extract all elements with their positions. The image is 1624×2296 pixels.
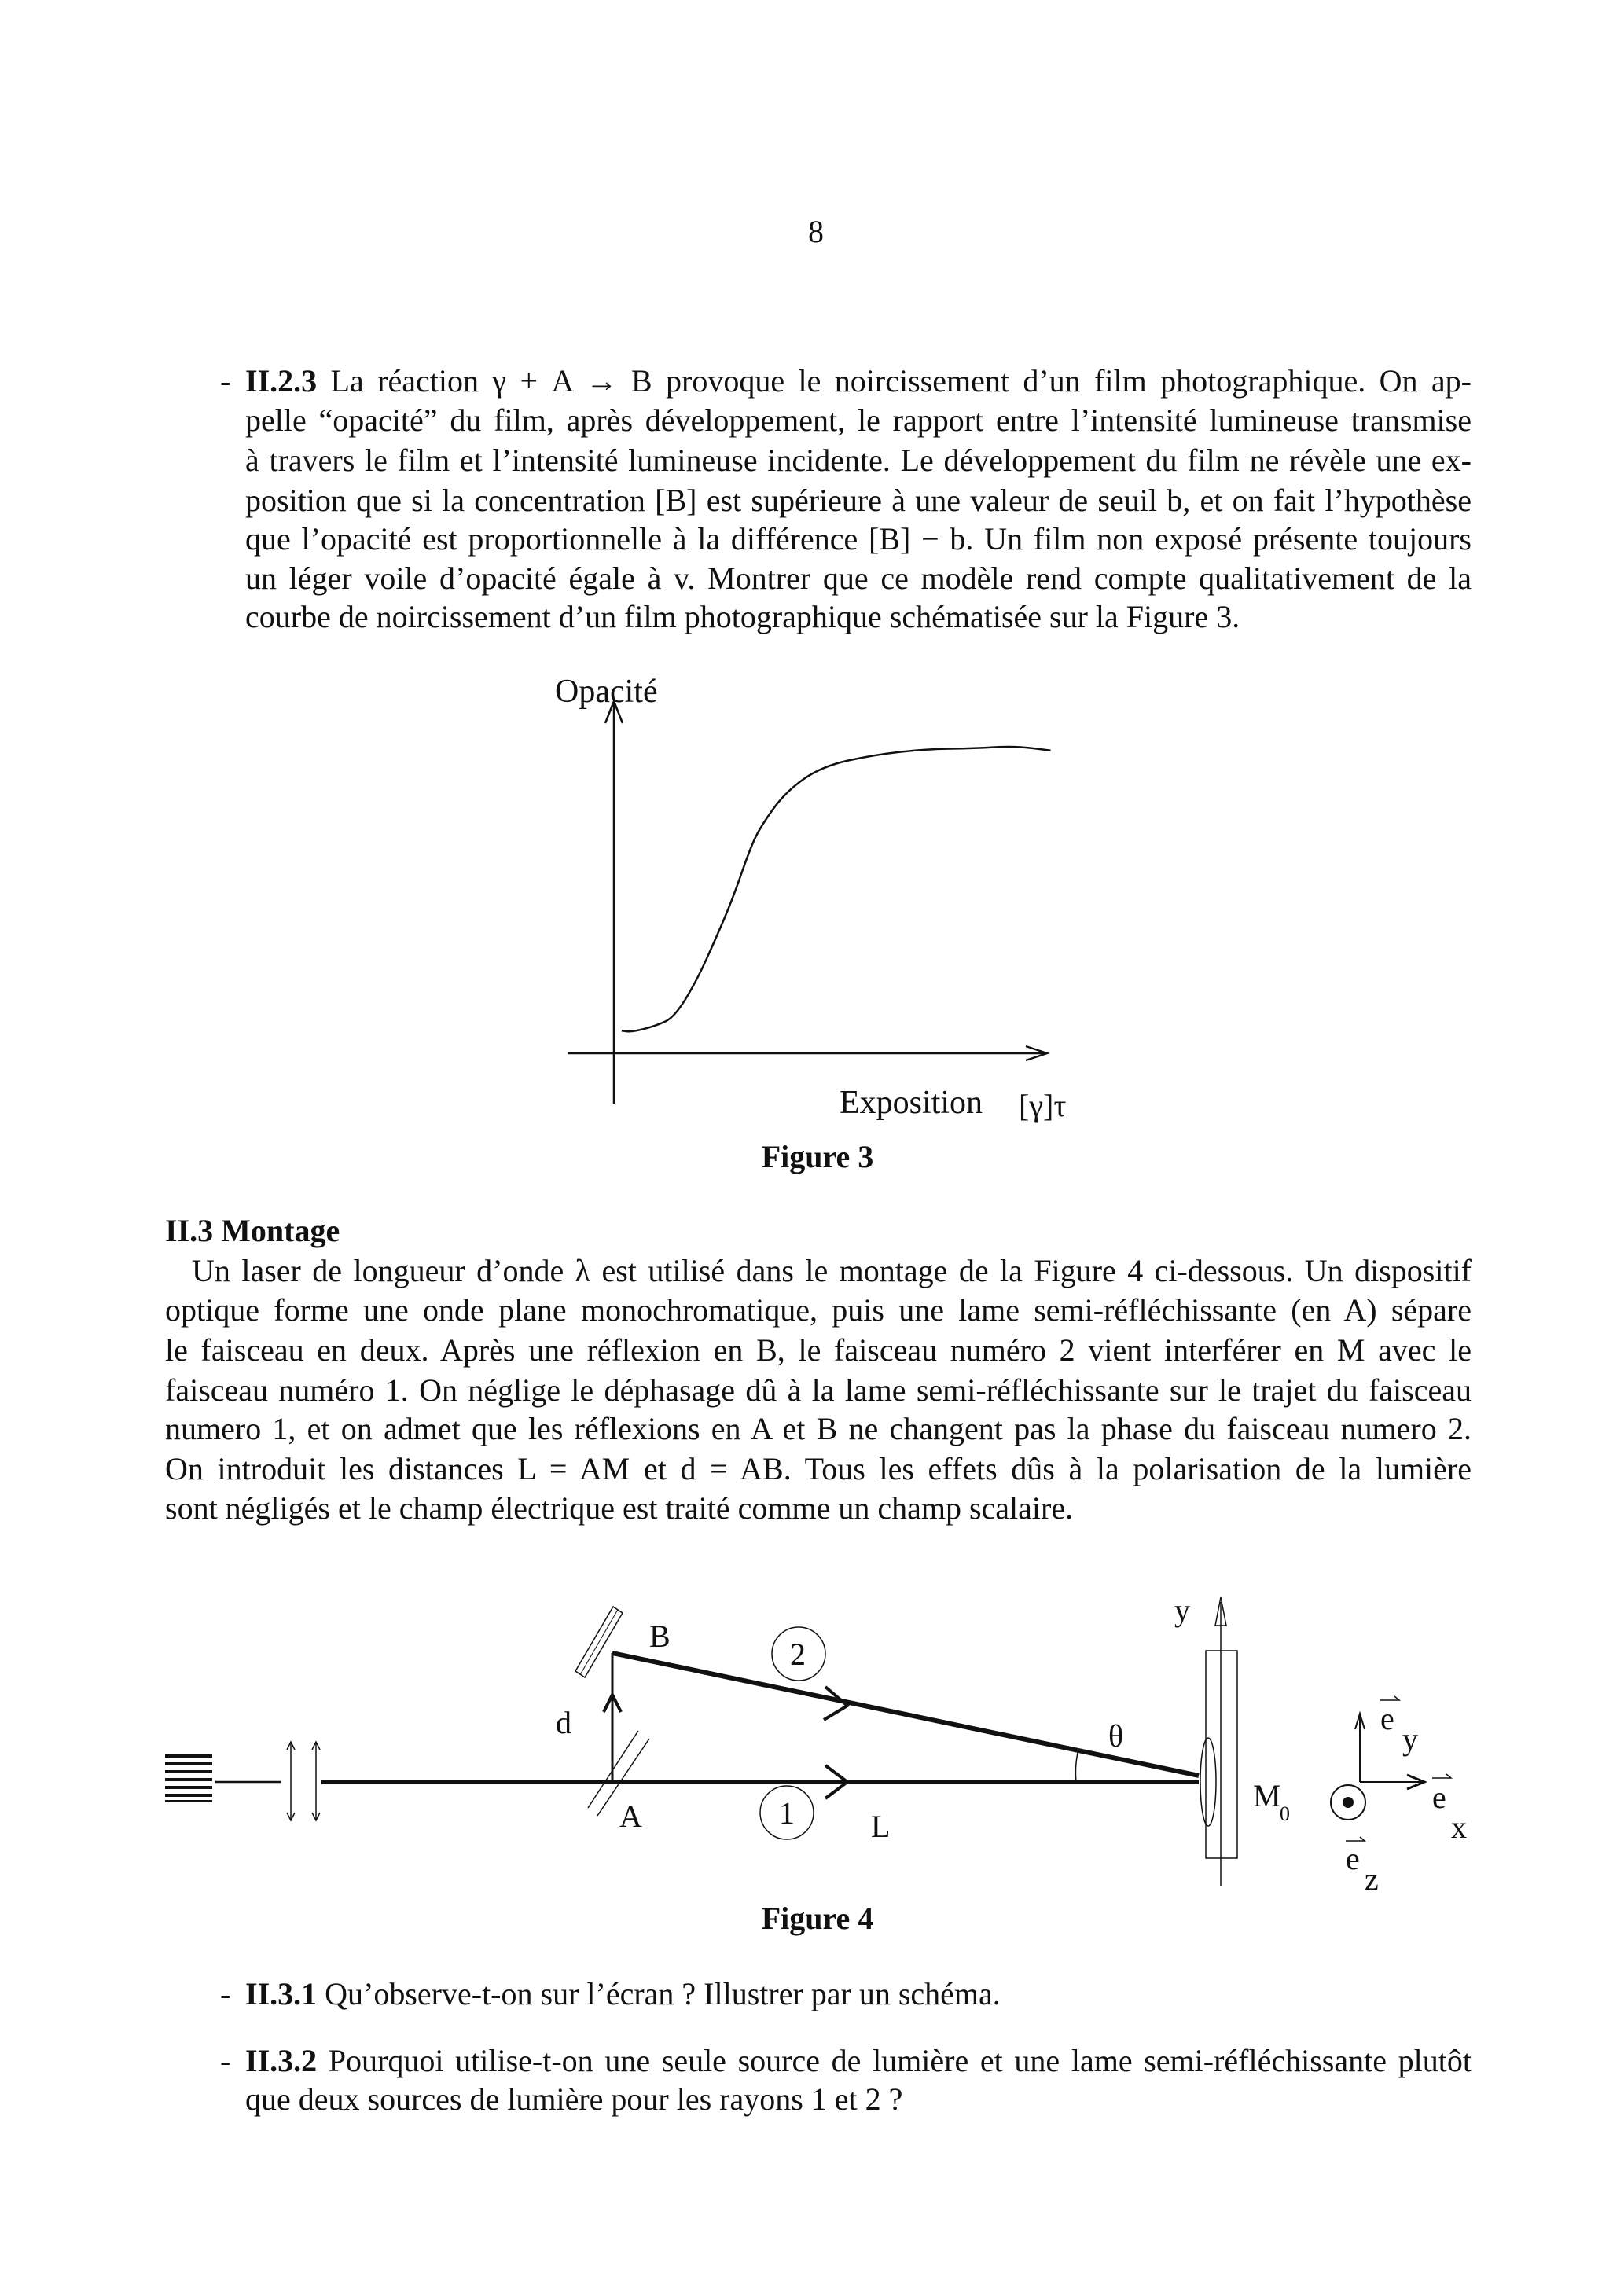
q223-line-1: pelle “opacité” du film, après développement, le rapport entre l’intensité lumineuse transmise — [245, 402, 1472, 438]
section-line-5: On introduit les distances L = AM et d = AB. Tous les effets dûs à la polarisation de la lumière — [165, 1451, 1472, 1486]
section-line-2: le faisceau en deux. Après une réflexion en B, le faisceau numéro 2 vient interférer en M avec le — [165, 1332, 1472, 1368]
label-ez: e — [1346, 1841, 1360, 1876]
laser-icon — [165, 1754, 212, 1802]
q232-line-1: que deux sources de lumière pour les rayons 1 et 2 ? — [245, 2081, 903, 2117]
converging-lens-icon — [312, 1742, 320, 1820]
q231-label: II.3.1 — [245, 1976, 318, 2011]
mirror-b — [575, 1607, 623, 1677]
q223-text: La réaction γ + A → B provoque le noircissement d’un film photographique. On ap- — [317, 363, 1472, 399]
q232-line-0 — [245, 2041, 1472, 2081]
page-number: 8 — [808, 214, 824, 249]
label-ey: e — [1380, 1701, 1394, 1736]
section-heading: II.3 Montage — [165, 1213, 340, 1248]
label-m-subscript: 0 — [1280, 1802, 1290, 1825]
y-axis-label: Opacité — [555, 674, 658, 710]
figure-3-caption: Figure 3 — [761, 1139, 874, 1174]
label-beam-2: 2 — [790, 1637, 806, 1672]
figure-4-caption: Figure 4 — [761, 1901, 874, 1936]
bullet: - — [220, 2043, 231, 2078]
label-theta: θ — [1108, 1718, 1124, 1754]
label-b: B — [649, 1618, 671, 1654]
label-ex: e — [1432, 1780, 1446, 1815]
diverging-lens-icon — [287, 1742, 295, 1820]
q223-label: II.2.3 — [245, 363, 318, 399]
q223-line-5: un léger voile d’opacité égale à v. Montrer que ce modèle rend compte qualitativement de la — [245, 560, 1472, 596]
label-ex-subscript: x — [1451, 1809, 1467, 1845]
section-line-6: sont négligés et le champ électrique est traité comme un champ scalaire. — [165, 1490, 1074, 1526]
section-line-4: numero 1, et on admet que les réflexions en A et B ne changent pas la phase du faisceau numero 2. — [165, 1411, 1472, 1446]
q223-line-4: que l’opacité est proportionnelle à la différence [B] − b. Un film non exposé présente toujours — [245, 521, 1472, 557]
label-d: d — [556, 1705, 571, 1740]
label-y-axis: y — [1174, 1593, 1190, 1628]
section-line-0: Un laser de longueur d’onde λ est utilisé dans le montage de la Figure 4 ci-dessous. Un dispositif — [192, 1253, 1472, 1288]
q232-label: II.3.2 — [245, 2043, 318, 2078]
label-beam-1: 1 — [779, 1795, 795, 1831]
q232-text: Pourquoi utilise-t-on une seule source de lumière et une lame semi-réfléchissante plutôt — [317, 2043, 1472, 2078]
x-axis-label: Exposition — [840, 1085, 983, 1121]
label-a: A — [619, 1798, 642, 1834]
screen — [1206, 1651, 1237, 1858]
label-ey-subscript: y — [1402, 1721, 1418, 1757]
q231-text: Qu’observe-t-on sur l’écran ? Illustrer par un schéma. — [317, 1976, 1001, 2011]
beam-2-arrow-icon — [824, 1687, 847, 1720]
label-l: L — [871, 1809, 891, 1844]
q223-line-6: courbe de noircissement d’un film photographique schématisée sur la Figure 3. — [245, 599, 1240, 634]
beam-2 — [612, 1653, 1199, 1776]
x-axis-unit: [γ]τ — [1019, 1088, 1067, 1123]
bullet: - — [220, 363, 231, 399]
q231-line — [245, 1975, 1001, 2014]
q223-line-3: position que si la concentration [B] est supérieure à une valeur de seuil b, et on fait l’hypothèse — [245, 483, 1472, 518]
section-line-3: faisceau numéro 1. On néglige le déphasage dû à la lame semi-réfléchissante sur le trajet du faisceau — [165, 1372, 1472, 1408]
point-m0-ellipse — [1200, 1738, 1216, 1826]
bullet: - — [220, 1976, 231, 2011]
label-ez-subscript: z — [1365, 1861, 1379, 1897]
theta-arc — [1075, 1750, 1078, 1782]
section-line-1: optique forme une onde plane monochromatique, puis une lame semi-réfléchissante (en A) sépare — [165, 1292, 1472, 1328]
q223-line-2: à travers le film et l’intensité lumineuse incidente. Le développement du film ne révèle une ex- — [245, 443, 1472, 478]
label-m: M — [1253, 1778, 1281, 1813]
